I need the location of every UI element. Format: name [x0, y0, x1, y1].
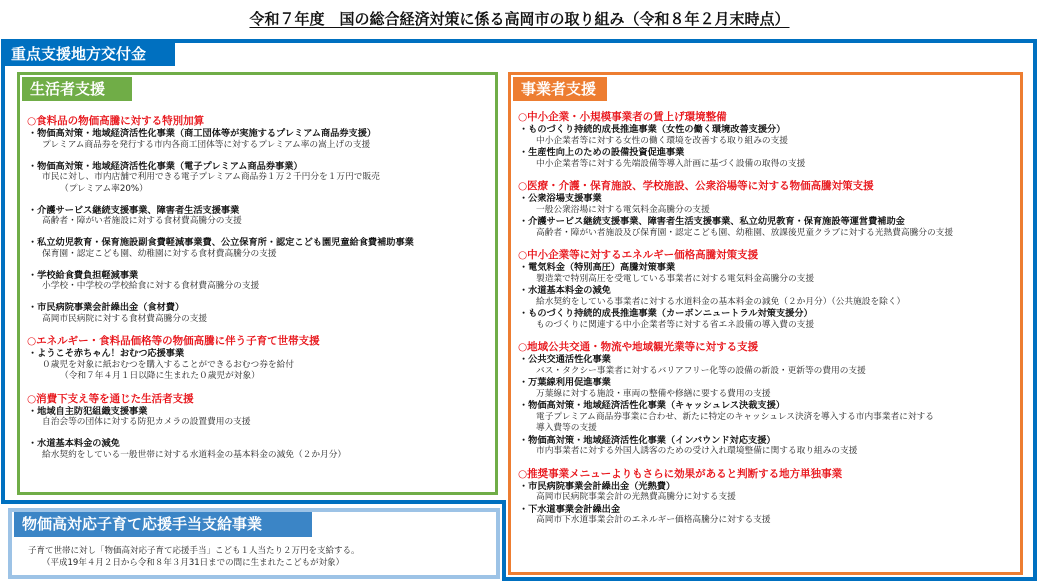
- program-description: （プレミアム率20%）: [60, 183, 148, 194]
- program-item: [27, 237, 493, 260]
- program-description: 製造業で特別高圧を受電している事業者に対する電気料金高騰分の支援: [536, 273, 814, 284]
- program-item: [518, 124, 1018, 147]
- section-heading: ○地域公共交通・物流や地域観光業等に対する支援: [518, 341, 759, 353]
- program-item: [27, 270, 493, 293]
- program-item: [518, 147, 1018, 170]
- program-name: ・ものづくり持続的成長推進事業（女性の働く環境改善支援分）: [519, 124, 786, 135]
- program-name: ・水道基本料金の減免: [519, 285, 611, 296]
- program-description: 電子プレミアム商品券事業に合わせ、新たに特定のキャッシュレス決済を導入する市内事業者に対する: [536, 411, 934, 422]
- program-name: ・地域自主防犯組織支援事業: [28, 405, 148, 417]
- program-description: 市民に対し、市内店舗で利用できる電子プレミアム商品券１万２千円分を１万円で販売: [42, 172, 380, 182]
- program-name: ・ようこそ赤ちゃん！おむつ応援事業: [28, 348, 185, 359]
- program-name: ・市民病院事業会計繰出金（食材費）: [28, 302, 185, 313]
- program-item: [518, 354, 1018, 377]
- program-name: ・万葉線利用促進事業: [519, 377, 611, 388]
- program-item: [27, 348, 493, 383]
- document-title-text: 令和７年度 国の総合経済対策に係る高岡市の取り組み（令和８年２月末時点）: [249, 10, 790, 28]
- support-section: [518, 111, 1018, 170]
- childcare-allowance-header: 物価高対応子育て応援手当支給事業: [14, 512, 312, 537]
- program-description: 保育園・認定こども園、幼稚園に対する食材費高騰分の支援: [42, 248, 277, 259]
- program-name: ・物価高対策・地域経済活性化事業（インバウンド対応支援）: [519, 434, 776, 446]
- section-heading: ○中小企業・小規模事業者の賃上げ環境整備: [518, 111, 727, 123]
- program-item: [27, 128, 493, 151]
- program-name: ・ものづくり持続的成長推進事業（カーボンニュートラル対策支援分）: [519, 308, 813, 319]
- support-section: [27, 393, 493, 462]
- program-item: [27, 161, 493, 196]
- program-item: [518, 193, 1018, 216]
- program-description: 中小企業者等に対する先端設備等導入計画に基づく設備の取得の支援: [536, 158, 806, 169]
- program-name: ・公共交通活性化事業: [519, 354, 611, 365]
- program-name: ・物価高対策・地域経済活性化事業（キャッシュレス決裁支援）: [519, 400, 785, 411]
- program-name: ・介護サービス継続支援事業、障害者生活支援事業: [28, 204, 240, 216]
- program-description: 小学校・中学校の学校給食に対する食材費高騰分の支援: [42, 281, 260, 291]
- program-description: 導入費等の支援: [536, 423, 597, 433]
- program-description: 給水契約をしている事業者に対する水道料金の基本料金の減免（２か月分）（公共施設を除く）: [536, 296, 906, 307]
- program-description: 高岡市下水道事業会計のエネルギー価格高騰分に対する支援: [536, 515, 771, 525]
- program-item: [518, 400, 1018, 435]
- grant-label: 重点支援地方交付金: [5, 43, 175, 66]
- business-support-panel: [508, 72, 1023, 575]
- support-section: [518, 180, 1018, 239]
- program-name: ・生産性向上のための設備投資促進事業: [519, 147, 685, 158]
- program-description: 中小企業者等に対する女性の働く環境を改善する取り組みの支援: [536, 135, 788, 146]
- program-description: 給水契約をしている一般世帯に対する水道料金の基本料金の減免（２か月分）: [42, 449, 347, 460]
- program-name: ・私立幼児教育・保育施設副食費軽減事業費、公立保育所・認定こども園児童給食費補助事業: [28, 237, 414, 248]
- childcare-allowance-text: 子育て世帯に対し「物価高対応子育て応援手当」こども１人当たり２万円を支給する。: [28, 546, 360, 556]
- program-description: 高岡市民病院に対する食材費高騰分の支援: [42, 313, 208, 324]
- business-support-header: 事業者支援: [513, 77, 607, 101]
- section-heading: ○エネルギー・食料品価格等の物価高騰に伴う子育て世帯支援: [27, 335, 320, 347]
- program-item: [27, 438, 493, 461]
- program-item: [518, 216, 1018, 239]
- program-item: [27, 406, 493, 429]
- program-name: ・学校給食費負担軽減事業: [28, 269, 139, 281]
- program-description: （令和７年４月１日以降に生まれた０歳児が対象）: [60, 371, 260, 381]
- program-item: [518, 285, 1018, 308]
- lifestyle-support-content: [27, 115, 493, 461]
- program-item: [518, 262, 1018, 285]
- section-heading: ○消費下支え等を通じた生活者支援: [27, 392, 194, 405]
- program-description: ０歳児を対象に紙おむつを購入することができるおむつ券を給付: [42, 359, 294, 370]
- support-section: [27, 115, 493, 325]
- support-section: [518, 341, 1018, 458]
- program-name: ・下水道事業会計繰出金: [519, 503, 621, 515]
- program-description: 一般公衆浴場に対する電気料金高騰分の支援: [536, 204, 710, 215]
- support-section: [27, 335, 493, 383]
- program-description: 高岡市民病院事業会計の光熱費高騰分に対する支援: [536, 492, 736, 502]
- program-item: [518, 308, 1018, 331]
- childcare-allowance-panel: [8, 508, 500, 579]
- program-description: 高齢者・障がい者施設及び保育園・認定こども園、幼稚園、放課後児童クラブに対する光熱費高騰分の支援: [536, 227, 953, 238]
- program-description: 高齢者・障がい者施設に対する食材費高騰分の支援: [42, 216, 242, 226]
- program-description: 市内事業者に対する外国人誘客のための受け入れ環境整備に関する取り組みの支援: [536, 446, 858, 456]
- program-item: [518, 504, 1018, 527]
- program-name: ・市民病院事業会計繰出金（光熱費）: [519, 480, 676, 492]
- childcare-allowance-eligibility: （平成19年４月２日から令和８年３月31日までの間に生まれたこどもが対象）: [42, 558, 345, 568]
- program-description: ものづくりに関連する中小企業者等に対する省エネ設備の導入費の支援: [536, 319, 814, 330]
- program-item: [518, 377, 1018, 400]
- section-heading: ○中小企業等に対するエネルギー価格高騰対策支援: [518, 249, 759, 261]
- program-description: バス・タクシー事業者に対するバリアフリー化等の設備の新設・更新等の費用の支援: [536, 365, 866, 376]
- program-name: ・物価高対策・地域経済活性化事業（商工団体等が実施するプレミアム商品券支援）: [28, 128, 377, 139]
- program-item: [27, 302, 493, 325]
- support-section: [518, 468, 1018, 527]
- program-description: プレミアム商品券を発行する市内各商工団体等に対するプレミアム率の嵩上げの支援: [42, 139, 371, 150]
- lifestyle-support-header: 生活者支援: [22, 77, 132, 101]
- section-heading: ○医療・介護・保育施設、学校施設、公衆浴場等に対する物価高騰対策支援: [518, 180, 874, 192]
- program-name: ・物価高対策・地域経済活性化事業（電子プレミアム商品券事業）: [28, 160, 303, 172]
- section-heading: ○推奨事業メニューよりもさらに効果があると判断する地方単独事業: [518, 467, 843, 480]
- program-description: 自治会等の団体に対する防犯カメラの設置費用の支援: [42, 417, 251, 427]
- program-name: ・公衆浴場支援事業: [519, 193, 602, 204]
- program-item: [518, 435, 1018, 458]
- program-name: ・水道基本料金の減免: [28, 438, 120, 449]
- program-name: ・電気料金（特別高圧）高騰対策事業: [519, 262, 676, 273]
- program-name: ・介護サービス継続支援事業、障害者生活支援事業、私立幼児教育・保育施設等運営費補助金: [519, 216, 905, 227]
- lifestyle-support-panel: [17, 72, 498, 495]
- program-item: [518, 481, 1018, 504]
- support-section: [518, 249, 1018, 331]
- section-heading: ○食料品の物価高騰に対する特別加算: [27, 115, 205, 127]
- business-support-content: [518, 111, 1018, 527]
- program-description: 万葉線に対する施設・車両の整備や修繕に要する費用の支援: [536, 388, 771, 399]
- program-item: [27, 205, 493, 228]
